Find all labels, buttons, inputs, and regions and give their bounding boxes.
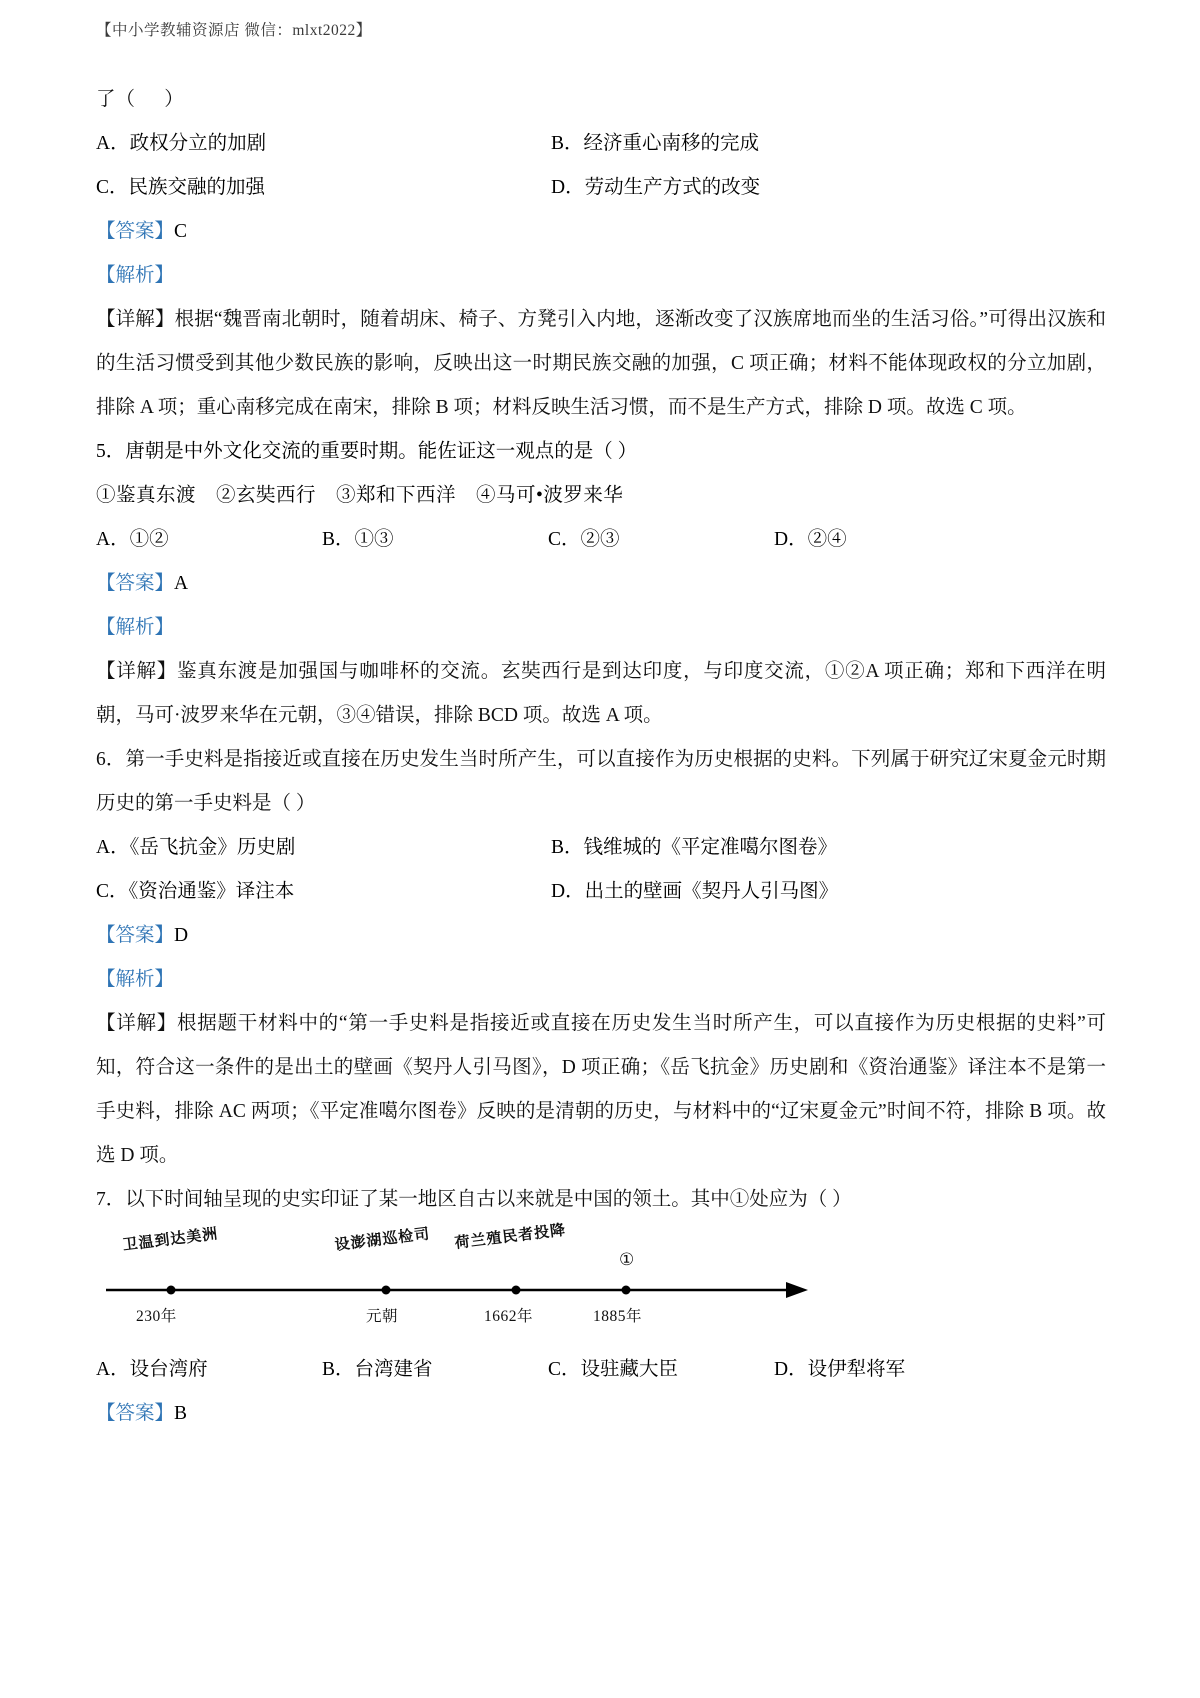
answer-value: A [174,573,189,594]
timeline-event-4-label: ① [619,1250,635,1269]
question-6-options-row-2 [96,870,1106,914]
question-6-options-row-1 [96,826,1106,870]
question-5-analysis-label [96,606,1106,650]
question-4-options-row-1 [96,122,1106,166]
option-d: D．②④ [774,529,847,550]
analysis-label: 【解析】 [96,617,175,638]
option-c: C．②③ [548,529,620,550]
option-d: D．劳动生产方式的改变 [551,177,761,198]
question-5-detail: 【详解】鉴真东渡是加强国与咖啡杯的交流。玄奘西行是到达印度，与印度交流，①②A 项正确；郑和下西洋在明朝，马可·波罗来华在元朝，③④错误，排除 BCD 项。故选 A 项。 [96,661,1106,726]
question-6-answer-line [96,914,1106,958]
timeline-figure [96,1222,1106,1346]
option-b: B．台湾建省 [322,1359,433,1380]
option-a: A．《岳飞抗金》历史剧 [96,837,296,858]
analysis-label: 【解析】 [96,265,175,286]
question-4-answer-line [96,210,1106,254]
question-5-options [96,518,1106,562]
answer-value: B [174,1403,188,1424]
option-a: A．①② [96,529,169,550]
answer-value: C [174,221,188,242]
question-4-stem-tail: 了（ ） [96,89,184,110]
question-4-analysis-label [96,254,1106,298]
question-5-answer-line [96,562,1106,606]
timeline-event-1-date: 230年 [136,1308,177,1325]
timeline-event-4-date: 1885年 [593,1308,643,1325]
timeline-event-3-label: 荷兰殖民者投降 [453,1222,568,1253]
option-a: A．设台湾府 [96,1359,208,1380]
option-d: D．设伊犁将军 [774,1359,906,1380]
question-7-stem: 7．以下时间轴呈现的史实印证了某一地区自古以来就是中国的领土。其中①处应为（ ） [96,1189,852,1210]
timeline-event-1-label: 卫温到达美洲 [121,1226,220,1255]
option-b: B．钱维城的《平定准噶尔图卷》 [551,837,838,858]
analysis-label: 【解析】 [96,969,175,990]
option-b: B．①③ [322,529,394,550]
answer-label: 【答案】 [96,1403,175,1424]
question-4-detail: 【详解】根据“魏晋南北朝时，随着胡床、椅子、方凳引入内地，逐渐改变了汉族席地而坐的生活习俗。”可得出汉族和的生活习惯受到其他少数民族的影响，反映出这一时期民族交融的加强，C 项正确；材料不能体现政权的分立加剧，排除 A 项；重心南移完成在南宋，排除 B 项；材料反映生活习惯，而不是生产方式，排除 D 项。故选 C 项。 [96,309,1106,418]
timeline-event-3-date: 1662年 [484,1308,534,1325]
answer-label: 【答案】 [96,221,175,242]
document-content [96,78,1106,1436]
timeline-event-2-label: 设澎湖巡检司 [333,1226,432,1255]
question-5-stem: 5．唐朝是中外文化交流的重要时期。能佐证这一观点的是（ ） [96,441,638,462]
question-6-analysis-label [96,958,1106,1002]
option-a: A．政权分立的加剧 [96,133,267,154]
question-7-answer-line [96,1392,1106,1436]
option-c: C．设驻藏大臣 [548,1359,679,1380]
question-4-options-row-2 [96,166,1106,210]
option-d: D．出土的壁画《契丹人引马图》 [551,881,839,902]
question-6-detail: 【详解】根据题干材料中的“第一手史料是指接近或直接在历史发生当时所产生，可以直接作为历史根据的史料”可知，符合这一条件的是出土的壁画《契丹人引马图》，D 项正确；《岳飞抗金》历史剧和《资治通鉴》译注本不是第一手史料，排除 AC 两项；《平定准噶尔图卷》反映的是清朝的历史，与材料中的“辽宋夏金元”时间不符，排除 B 项。故选 D 项。 [96,1013,1106,1166]
answer-label: 【答案】 [96,925,175,946]
question-5-items: ①鉴真东渡 ②玄奘西行 ③郑和下西洋 ④马可•波罗来华 [96,485,624,506]
question-6-stem: 6．第一手史料是指接近或直接在历史发生当时所产生，可以直接作为历史根据的史料。下列属于研究辽宋夏金元时期历史的第一手史料是（ ） [96,749,1106,814]
option-c: C．民族交融的加强 [96,177,266,198]
option-b: B．经济重心南移的完成 [551,133,760,154]
option-c: C．《资治通鉴》译注本 [96,881,295,902]
watermark-text: 【中小学教辅资源店 微信：mlxt2022】 [96,22,372,39]
answer-label: 【答案】 [96,573,175,594]
question-7-options [96,1348,1106,1392]
answer-value: D [174,925,189,946]
timeline-event-2-date: 元朝 [366,1308,399,1325]
